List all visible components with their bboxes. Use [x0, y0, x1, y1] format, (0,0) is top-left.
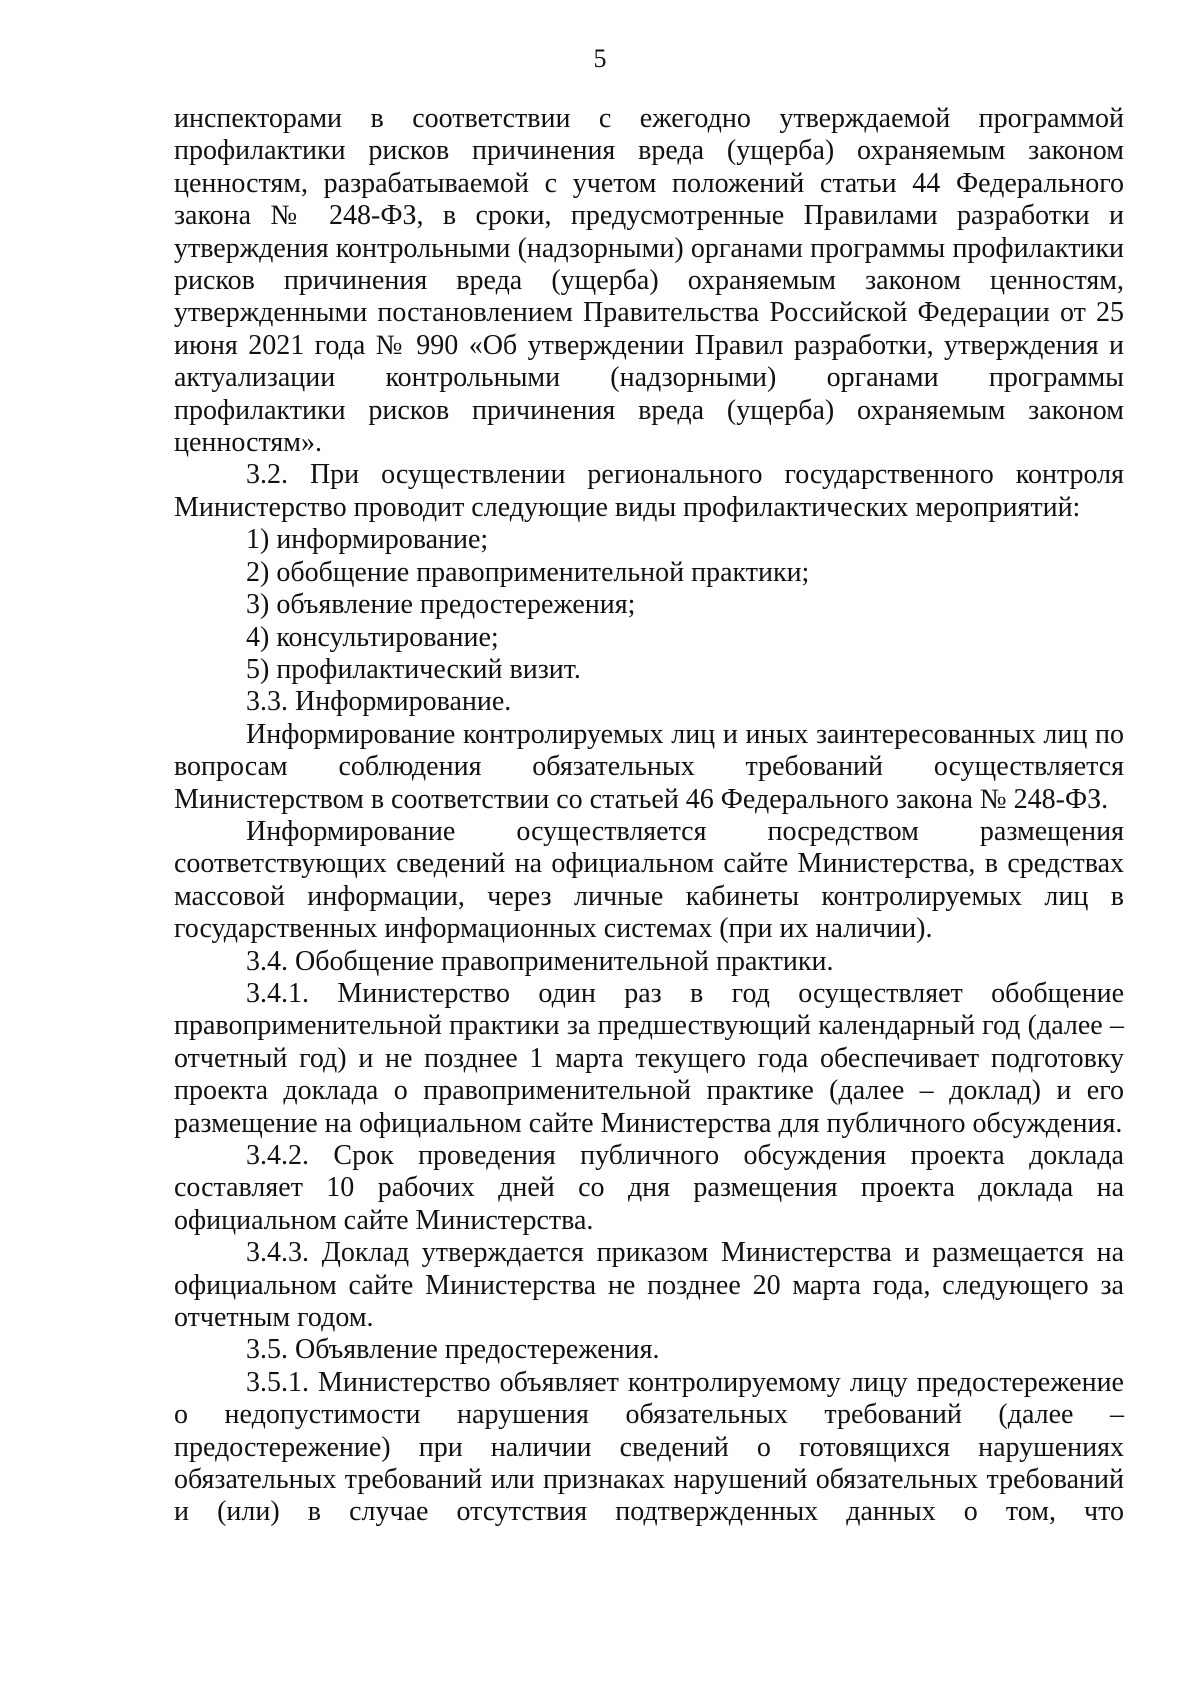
- section-heading-3-5: 3.5. Объявление предостережения.: [246, 1334, 660, 1366]
- list-item-visit: 5) профилактический визит.: [246, 653, 581, 685]
- page-number: 5: [593, 44, 607, 73]
- list-item-warning: 3) объявление предостережения;: [246, 589, 636, 621]
- section-heading-3-4: 3.4. Обобщение правоприменительной практики.: [246, 945, 834, 977]
- list-item-generalization: 2) обобщение правоприменительной практики;: [246, 556, 810, 588]
- document-body: [174, 103, 1124, 1529]
- paragraph-3-2: 3.2. При осуществлении регионального государственного контроля Министерство проводит следующие виды профилактических мероприятий:: [174, 459, 1124, 523]
- list-item-informing: 1) информирование;: [246, 524, 489, 556]
- paragraph-3-5-1: 3.5.1. Министерство объявляет контролируемому лицу предостережение о недопустимости нарушения обязательных требований (далее – предостережение) при наличии сведений о готовящихся нарушениях обязательных требований или признаках нарушений обязательных требований и (или) в случае отсутствия подтвержденных данных о том, что: [174, 1366, 1124, 1528]
- paragraph-3-4-2: 3.4.2. Срок проведения публичного обсуждения проекта доклада составляет 10 рабочих дней со дня размещения проекта доклада на официальном сайте Министерства.: [174, 1140, 1124, 1236]
- list-item-consulting: 4) консультирование;: [246, 621, 499, 653]
- paragraph-continuation: инспекторами в соответствии с ежегодно утверждаемой программой профилактики рисков причинения вреда (ущерба) охраняемым законом ценностям, разрабатываемой с учетом положений статьи 44 Федерального закона № 248-ФЗ, в сроки, предусмотренные Правилами разработки и утверждения контрольными (надзорными) органами программы профилактики рисков причинения вреда (ущерба) охраняемым законом ценностям, утвержденными постановлением Правительства Российской Федерации от 25 июня 2021 года № 990 «Об утверждении Правил разработки, утверждения и актуализации контрольными (надзорными) органами программы профилактики рисков причинения вреда (ущерба) охраняемым законом ценностям».: [174, 103, 1124, 459]
- paragraph-informing-2: Информирование осуществляется посредством размещения соответствующих сведений на официальном сайте Министерства, в средствах массовой информации, через личные кабинеты контролируемых лиц в государственных информационных системах (при их наличии).: [174, 815, 1124, 945]
- section-heading-3-3: 3.3. Информирование.: [246, 686, 512, 718]
- paragraph-3-4-1: 3.4.1. Министерство один раз в год осуществляет обобщение правоприменительной практики за предшествующий календарный год (далее – отчетный год) и не позднее 1 марта текущего года обеспечивает подготовку проекта доклада о правоприменительной практике (далее – доклад) и его размещение на официальном сайте Министерства для публичного обсуждения.: [174, 977, 1124, 1139]
- paragraph-3-4-3: 3.4.3. Доклад утверждается приказом Министерства и размещается на официальном сайте Министерства не позднее 20 марта года, следующего за отчетным годом.: [174, 1237, 1124, 1334]
- paragraph-informing-1: Информирование контролируемых лиц и иных заинтересованных лиц по вопросам соблюдения обязательных требований осуществляется Министерством в соответствии со статьей 46 Федерального закона № 248-ФЗ.: [174, 718, 1124, 815]
